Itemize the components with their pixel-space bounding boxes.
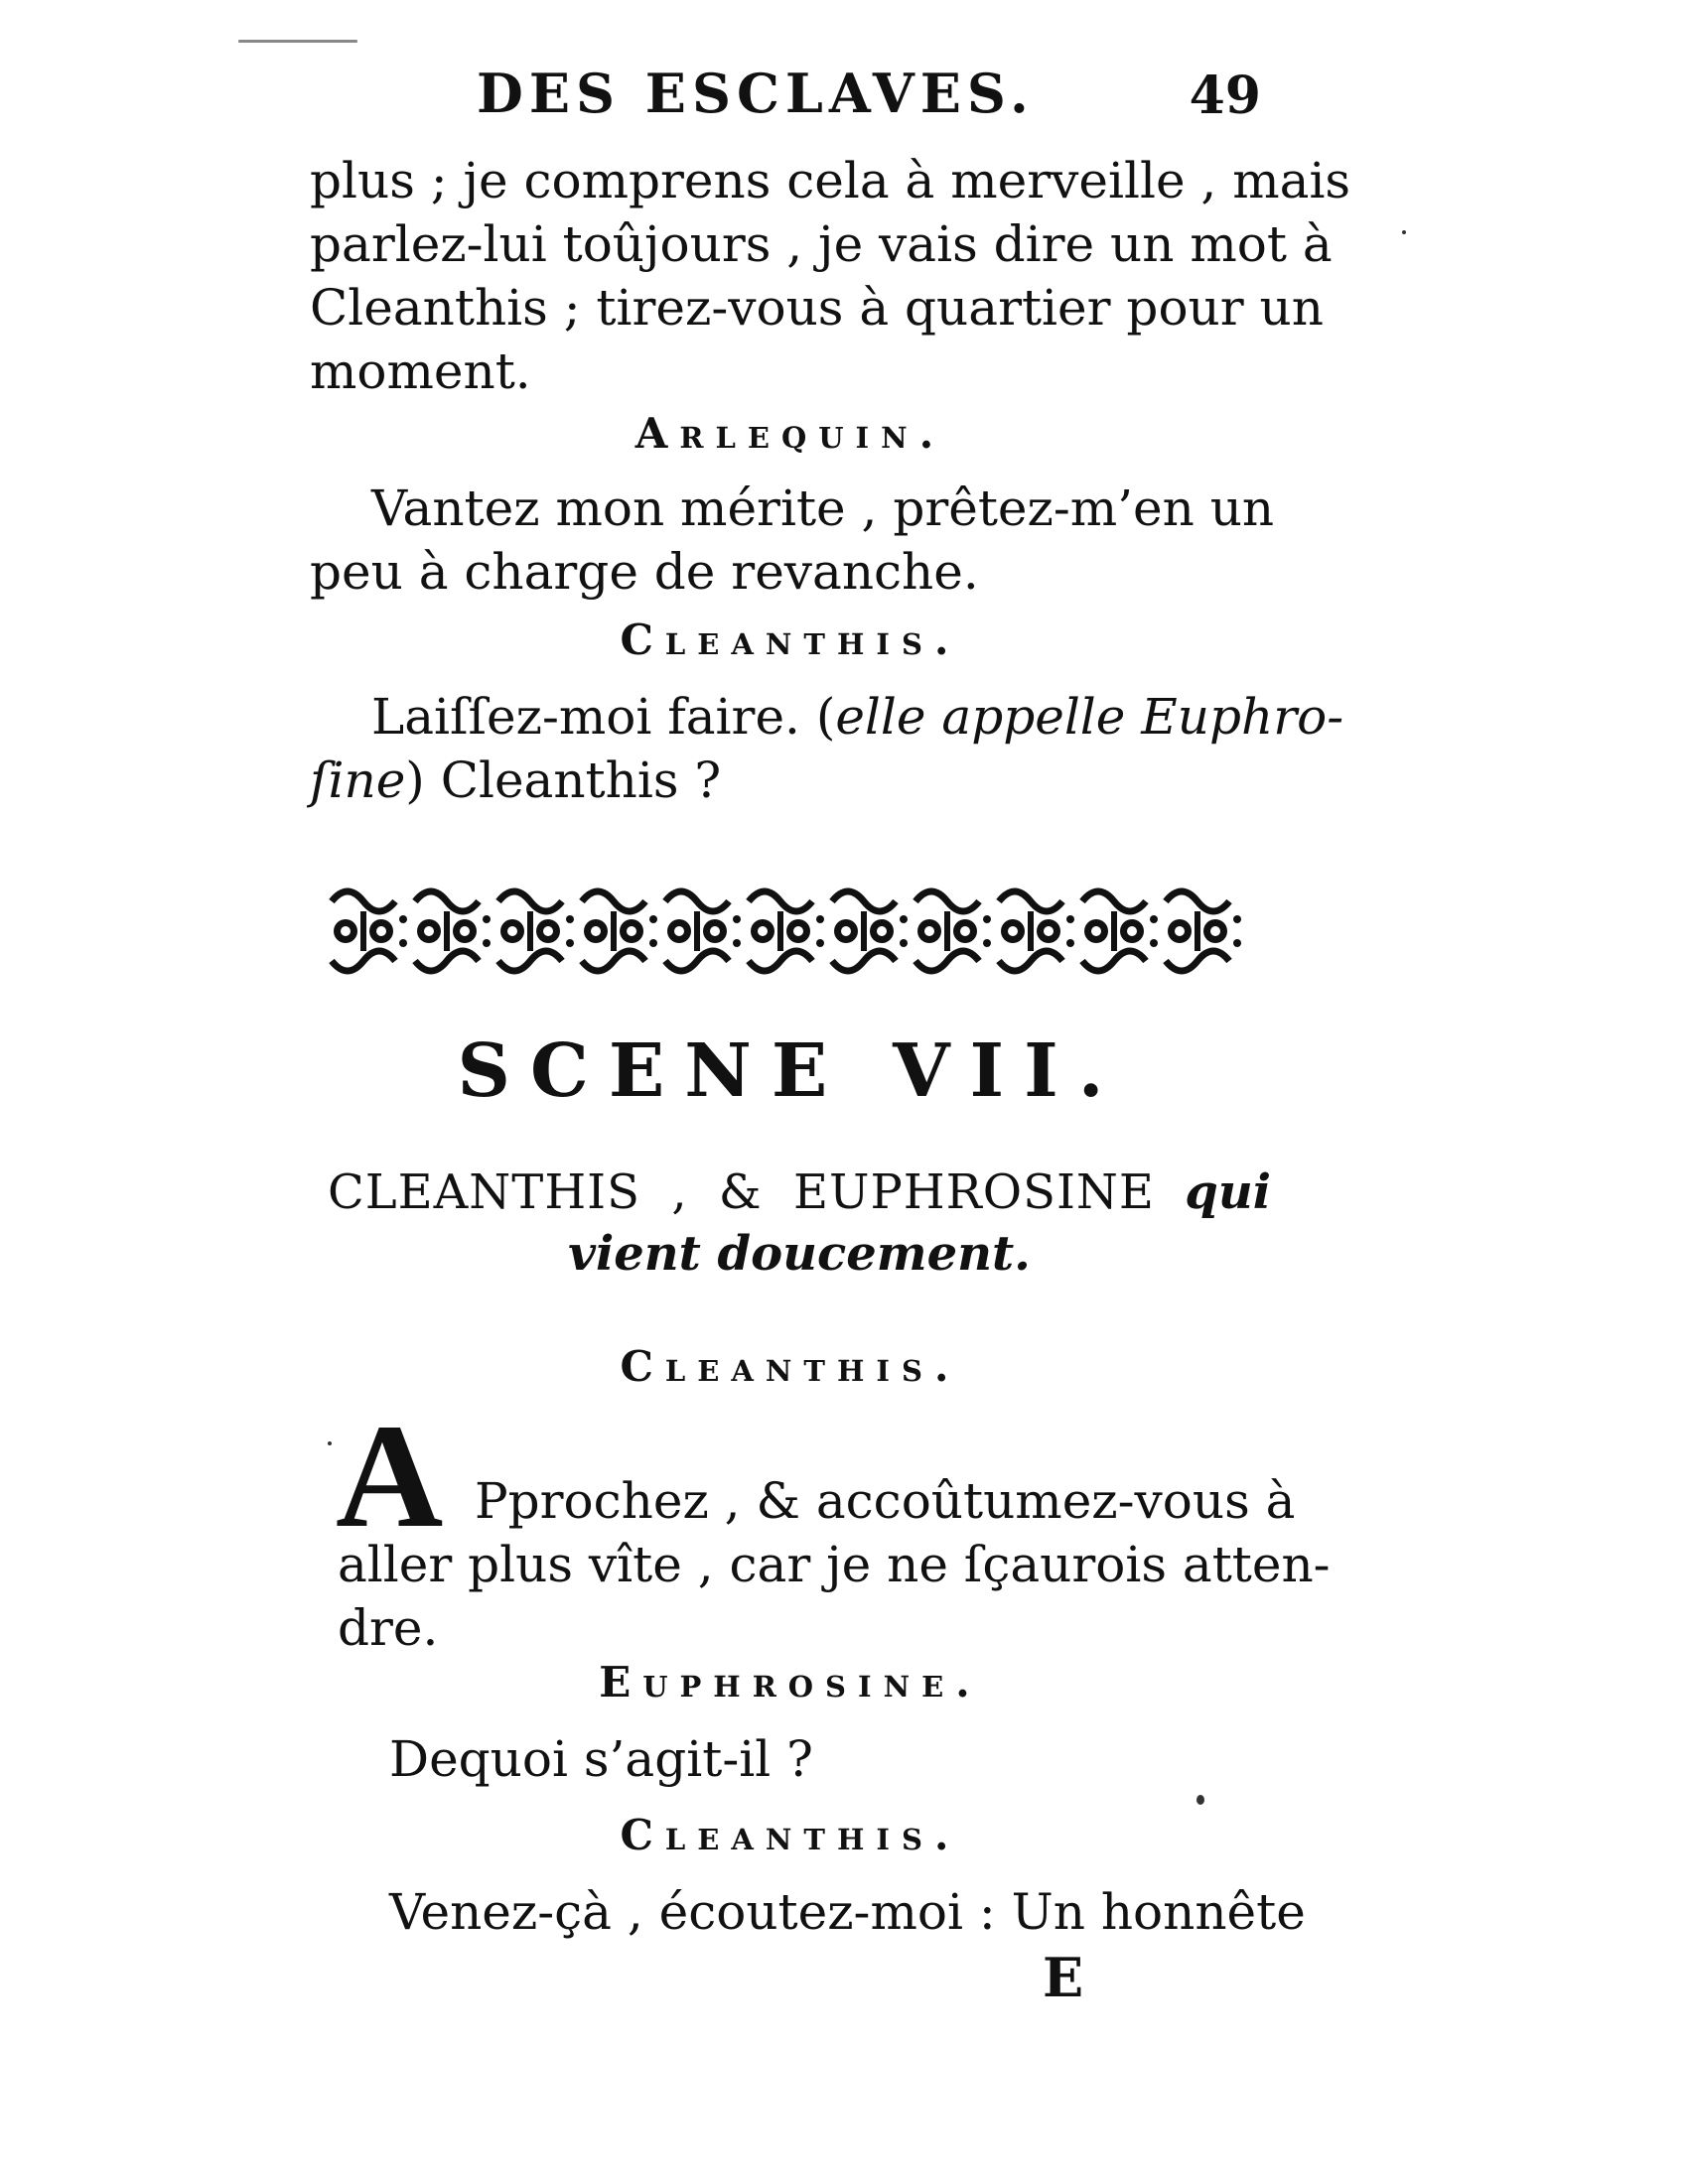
speaker-cleanthis: Cleanthis. bbox=[620, 1342, 961, 1391]
cast-direction: qui bbox=[1185, 1164, 1271, 1220]
paragraph-4 bbox=[338, 1469, 1331, 1660]
text-line: dre. bbox=[338, 1599, 439, 1657]
text-line: Vantez mon mérite , prêtez-m’en un bbox=[371, 479, 1275, 537]
drop-cap: A bbox=[336, 1394, 444, 1559]
text-line: Cleanthis ; tirez-vous à quartier pour un bbox=[310, 279, 1324, 337]
stage-direction: elle appelle Euphro- bbox=[835, 688, 1344, 746]
text-line: moment. bbox=[310, 342, 531, 400]
speck bbox=[1402, 230, 1406, 234]
cast-names: CLEANTHIS , & EUPHROSINE bbox=[328, 1164, 1155, 1220]
scene-title: SCENE VII. bbox=[457, 1028, 1124, 1114]
running-head: DES ESCLAVES. bbox=[477, 62, 1035, 125]
stage-direction: ſine bbox=[310, 751, 406, 809]
text-line: parlez-lui toûjours , je vais dire un mot à bbox=[310, 215, 1333, 273]
speaker-euphrosine: Euphrosine. bbox=[599, 1658, 982, 1706]
paragraph-6 bbox=[328, 1880, 1306, 1944]
paragraph-5 bbox=[328, 1727, 1271, 1791]
text-line: plus ; je comprens cela à merveille , mais bbox=[310, 152, 1351, 209]
text-line: Dequoi s’agit-il ? bbox=[389, 1730, 813, 1788]
speck bbox=[1196, 1795, 1204, 1805]
cast-line bbox=[328, 1161, 1271, 1223]
speck bbox=[238, 40, 357, 43]
catchword: E bbox=[1043, 1946, 1084, 2009]
cast-direction: vient doucement. bbox=[568, 1226, 1031, 1282]
speaker-cleanthis: Cleanthis. bbox=[620, 1811, 961, 1859]
text-line: peu à charge de revanche. bbox=[310, 543, 979, 601]
text-line bbox=[310, 685, 1344, 749]
text-line: Venez-çà , écoutez-moi : Un honnête bbox=[389, 1883, 1306, 1941]
cast-list bbox=[328, 1161, 1271, 1285]
speck bbox=[328, 1441, 332, 1445]
text-fragment: Laiſſez-moi faire. ( bbox=[371, 688, 836, 746]
text-fragment: ) Cleanthis ? bbox=[405, 751, 722, 809]
paragraph-2 bbox=[310, 477, 1275, 604]
ornament-band bbox=[328, 882, 1271, 981]
text-line: aller plus vîte , car je ne ſçaurois atten- bbox=[338, 1536, 1331, 1593]
page-header bbox=[467, 62, 1261, 141]
text-line bbox=[310, 749, 1271, 812]
page-number: 49 bbox=[1189, 66, 1261, 126]
speaker-cleanthis: Cleanthis. bbox=[620, 615, 961, 664]
paragraph-3 bbox=[310, 685, 1344, 812]
paragraph-1 bbox=[310, 149, 1351, 403]
text-line: Pprochez , & accoûtumez-vous à bbox=[475, 1472, 1296, 1530]
speaker-arlequin: Arlequin. bbox=[634, 409, 946, 458]
